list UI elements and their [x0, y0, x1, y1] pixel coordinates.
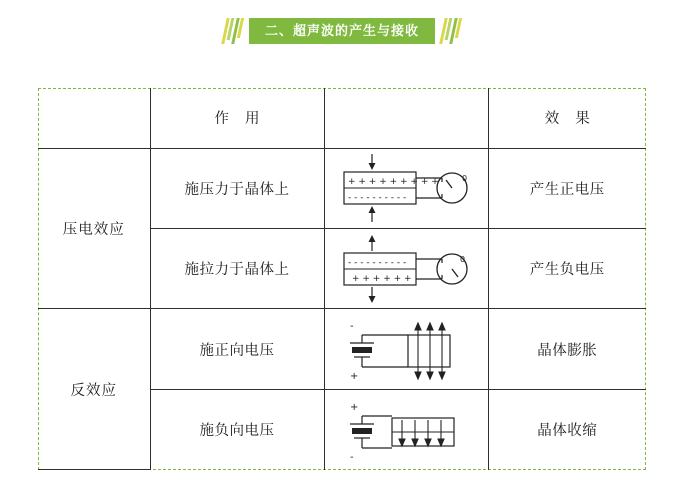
svg-text:-: -: [350, 451, 354, 463]
effect-cell-positive-voltage: 产生正电压: [488, 148, 646, 228]
svg-text:0: 0: [462, 174, 468, 184]
figure-cell-contraction: [324, 389, 488, 469]
svg-text:-: -: [350, 321, 354, 333]
action-cell-tension: 施拉力于晶体上: [150, 229, 324, 309]
svg-text:- - - - - - - - - -: - - - - - - - - - -: [348, 257, 407, 268]
table-row: [38, 148, 646, 228]
effect-cell-expansion: 晶体膨胀: [488, 309, 646, 389]
action-cell-forward-voltage: 施正向电压: [150, 309, 324, 389]
title-banner-wrapper: [0, 18, 684, 44]
svg-text:+ + + + + + + + +: + + + + + + + + +: [348, 177, 439, 188]
action-cell-compression: 施压力于晶体上: [150, 148, 324, 228]
right-fringe-decoration-icon: [441, 18, 461, 44]
battery-crystal-expansion-figure: [330, 313, 482, 385]
table-header-row: [38, 88, 646, 148]
table-row: [38, 309, 646, 389]
left-fringe-decoration-icon: [223, 18, 243, 44]
title-banner: [223, 18, 461, 44]
header-cell-effect: 效 果: [488, 88, 646, 148]
effect-cell-contraction: 晶体收缩: [488, 389, 646, 469]
action-cell-reverse-voltage: 施负向电压: [150, 389, 324, 469]
svg-text:+ + + + + +: + + + + + +: [352, 273, 412, 284]
effects-table: [38, 88, 646, 470]
group-label-inverse-effect: 反效应: [38, 309, 150, 470]
header-cell-figure: [324, 88, 488, 148]
crystal-tension-voltmeter-figure: [330, 233, 482, 305]
svg-text:- - - - - - - - - -: - - - - - - - - - -: [348, 193, 407, 204]
battery-crystal-contraction-figure: [330, 394, 482, 466]
figure-cell-tension: [324, 229, 488, 309]
svg-text:+: +: [350, 401, 359, 413]
figure-cell-compression: [324, 148, 488, 228]
figure-cell-expansion: [324, 309, 488, 389]
header-cell-empty: [38, 88, 150, 148]
svg-text:+: +: [350, 371, 359, 383]
page-title: 二、超声波的产生与接收: [249, 18, 435, 44]
crystal-compression-voltmeter-figure: [330, 152, 482, 224]
header-cell-action: 作 用: [150, 88, 324, 148]
svg-text:0: 0: [460, 254, 466, 264]
effect-cell-negative-voltage: 产生负电压: [488, 229, 646, 309]
group-label-piezoelectric-effect: 压电效应: [38, 148, 150, 309]
